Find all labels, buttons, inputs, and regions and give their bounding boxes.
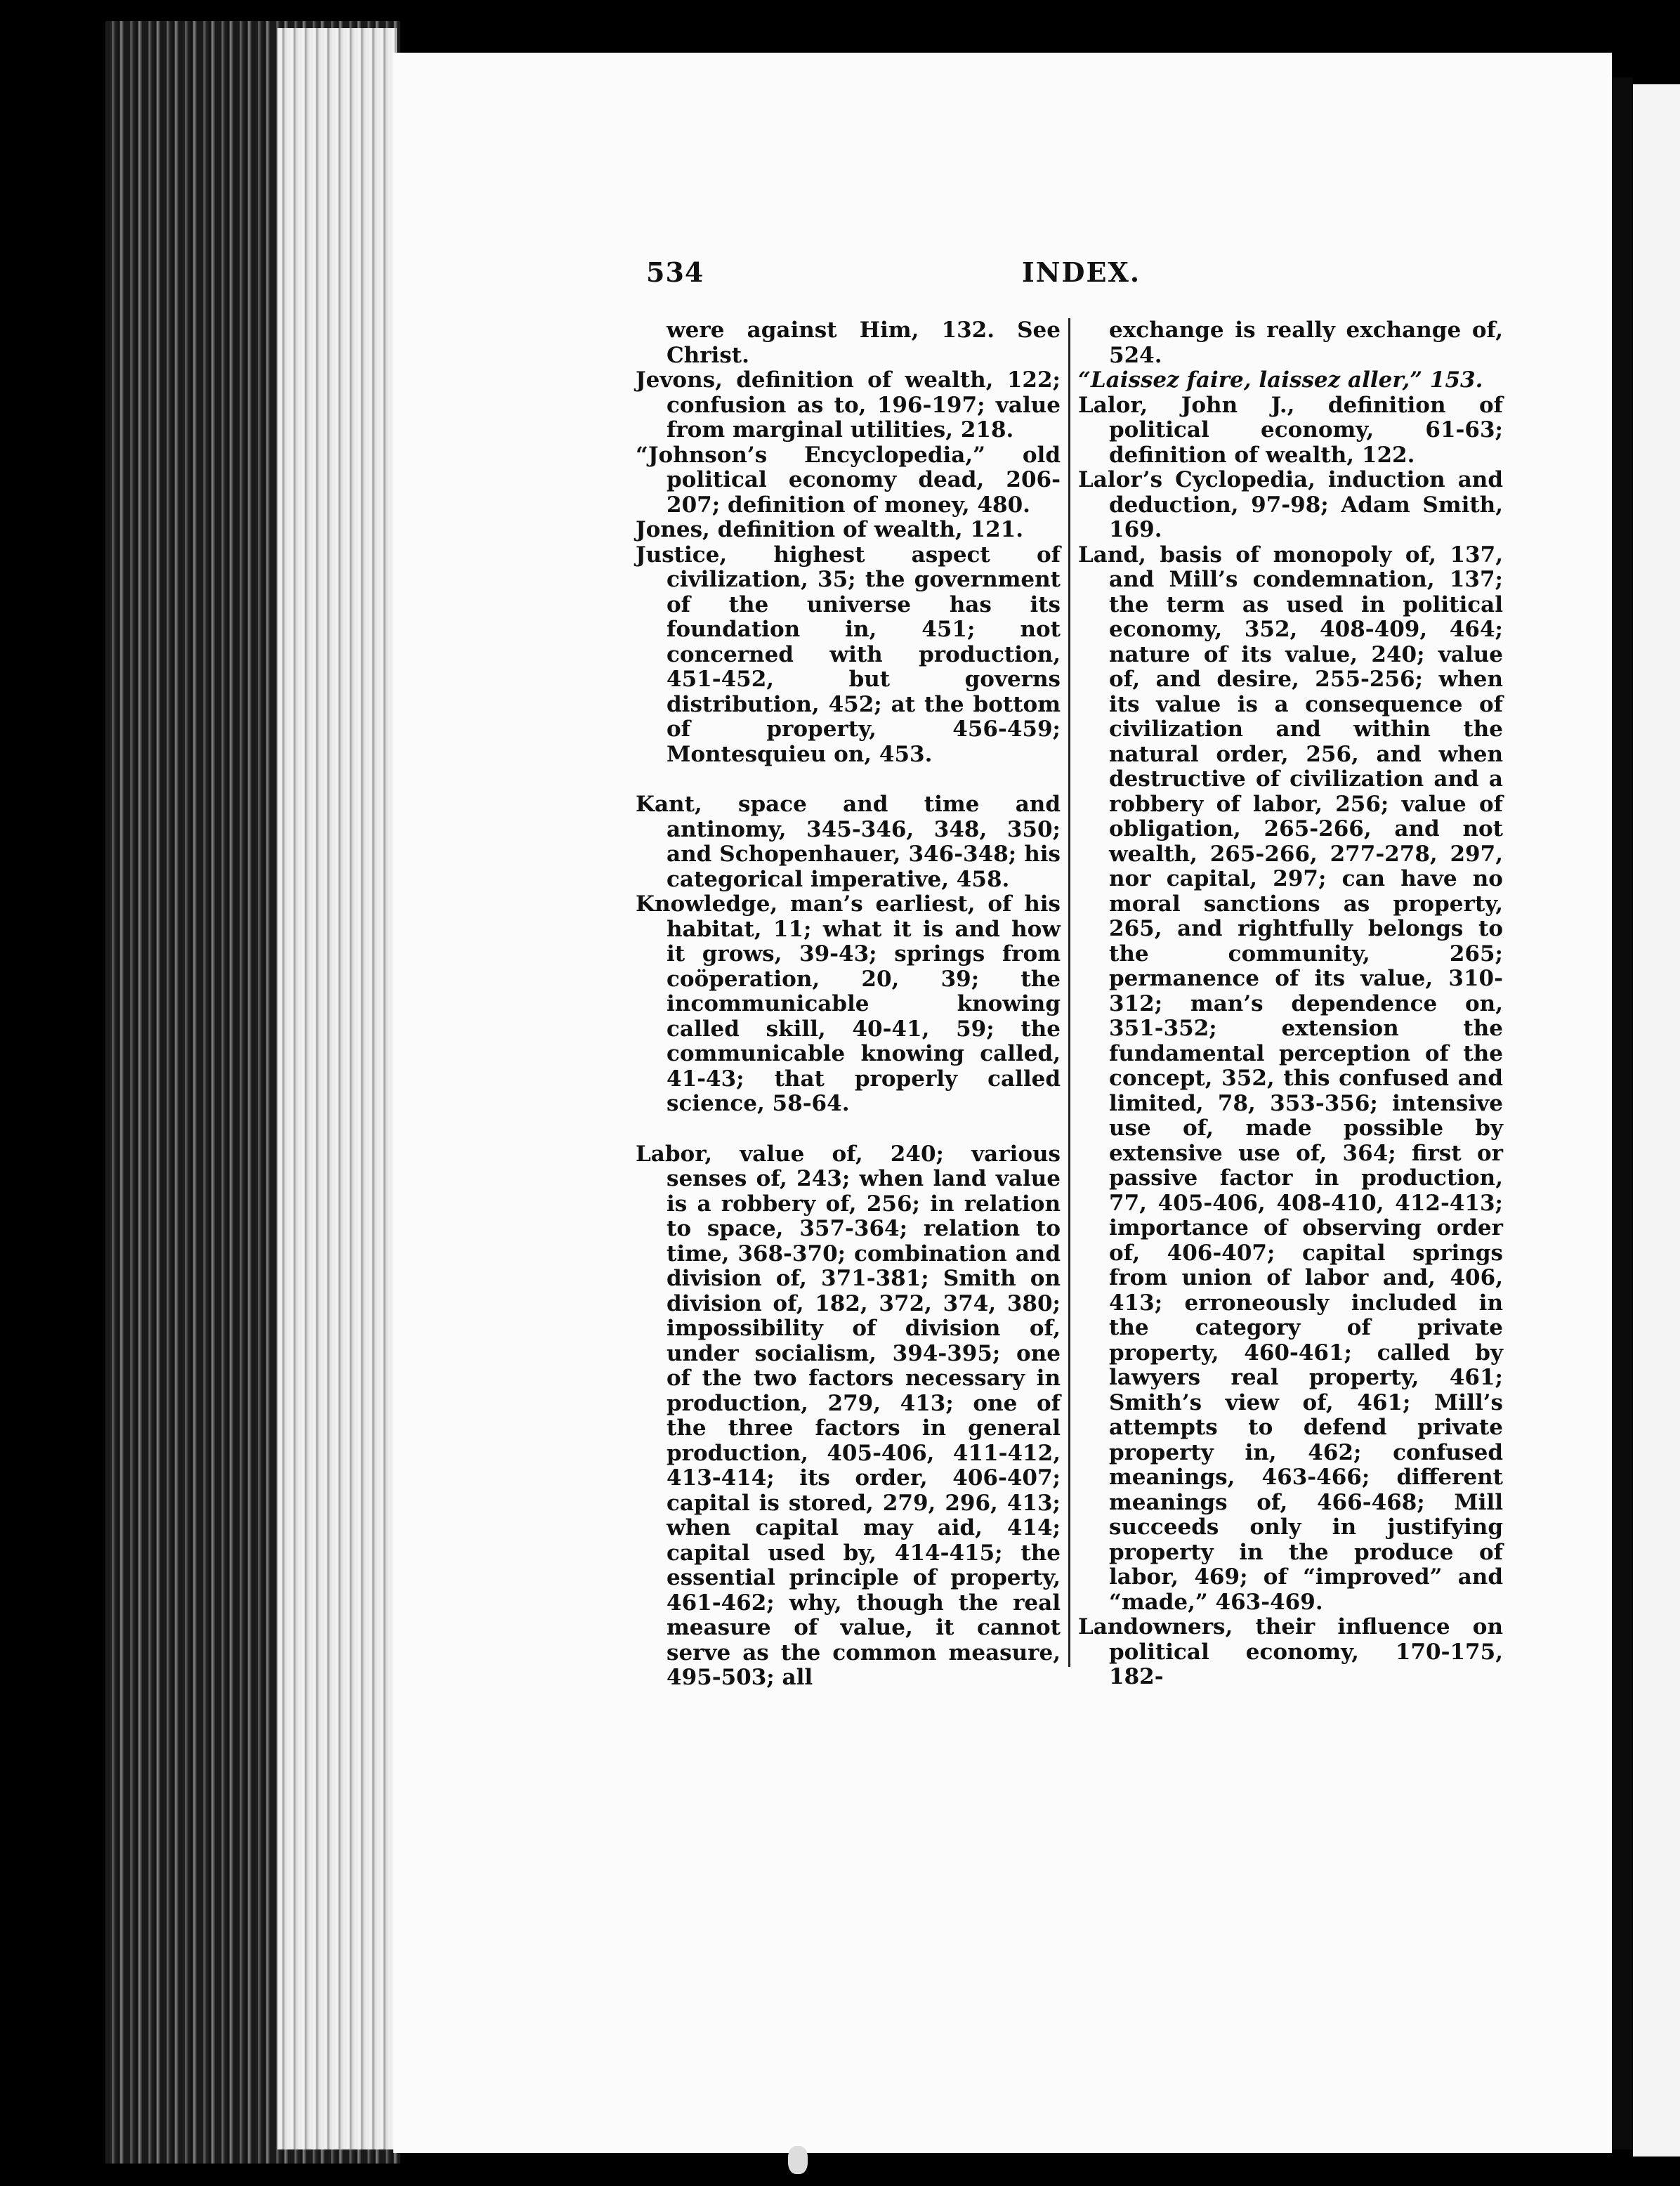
column-divider [1068,318,1070,1667]
facing-page-gutter [1612,77,1633,2149]
index-entry: exchange is really exchange of, 524. [1109,318,1503,368]
page-header [636,256,1503,299]
index-text-block [636,256,1503,1696]
scan-speck [788,2146,808,2174]
index-entry: Lalor, John J., definition of political economy, 61-63; definition of wealth, 122. [1078,392,1503,468]
index-entry: Jones, definition of wealth, 121. [636,517,1024,542]
index-entry: Knowledge, man’s earliest, of his habitat, 11; what it is and how it grows, 39-43; springs from coöperation, 20, 39; the incommunicable knowing called skill, 40-41, 59; the communicable knowing called, 41-43; that properly called science, 58-64. [636,891,1061,1116]
index-entry: Labor, value of, 240; various senses of, 243; when land value is a robbery of, 256; in relation to space, 357-364; relation to time, 368-370; combination and division of, 371-381; Smith on division of, 182, 372, 374, 380; impossibility of division of, under socialism, 394-395; one of the two factors necessary in production, 279, 413; one of the three factors in general production, 405-406, 411-412, 413-414; its order, 406-407; capital is stored, 279, 296, 413; when capital may aid, 414; capital used by, 414-415; the essential principle of property, 461-462; why, though the real measure of value, it cannot serve as the common measure, 495-503; all [636,1141,1061,1690]
letter-gap [636,767,1061,792]
index-columns [636,318,1503,1690]
page-edges [277,28,397,2149]
index-entry: Jevons, definition of wealth, 122; confusion as to, 196-197; value from marginal utilities, 218. [636,367,1061,443]
facing-page-edge [1633,84,1680,2156]
index-entry: Justice, highest aspect of civilization, 35; the government of the universe has its foundation in, 451; not concerned with production, 451-452, but governs distribution, 452; at the bottom of property, 456-459; Montesquieu on, 453. [636,542,1061,767]
index-entry: “Laissez faire, laissez aller,” 153. [1078,367,1483,393]
index-entry: Land, basis of monopoly of, 137, and Mill’s condemnation, 137; the term as used in political economy, 352, 408-409, 464; nature of its value, 240; value of, and desire, 255-256; when its value is a consequence of civilization and within the natural order, 256, and when destructive of civilization and a robbery of labor, 256; value of obligation, 265-266, and not wealth, 265-266, 277-278, 297, nor capital, 297; can have no moral sanctions as property, 265, and rightfully belongs to the community, 265; permanence of its value, 310-312; man’s dependence on, 351-352; extension the fundamental perception of the concept, 352, this confused and limited, 78, 353-356; intensive use of, made possible by extensive use of, 364; first or passive factor in production, 77, 405-406, 408-410, 412-413; importance of observing order of, 406-407; capital springs from union of labor and, 406, 413; erroneously included in the category of private property, 460-461; called by lawyers real property, 461; Smith’s view of, 461; Mill’s attempts to defend private property in, 462; confused meanings, 463-466; different meanings of, 466-468; Mill succeeds only in justifying property in the produce of labor, 469; of “improved” and “made,” 463-469. [1078,542,1503,1615]
index-entry: Kant, space and time and antinomy, 345-346, 348, 350; and Schopenhauer, 346-348; his categorical imperative, 458. [636,792,1061,892]
left-column [636,318,1061,1691]
page-number: 534 [646,256,704,288]
letter-gap [636,1117,1061,1142]
running-head: INDEX. [1022,256,1141,288]
index-entry: Lalor’s Cyclopedia, induction and deduction, 97-98; Adam Smith, 169. [1078,467,1503,542]
index-entry: “Johnson’s Encyclopedia,” old political economy dead, 206-207; definition of money, 480. [636,442,1061,518]
index-entry: were against Him, 132. See Christ. [667,318,1061,368]
index-entry: Landowners, their influence on political economy, 170-175, 182- [1078,1614,1503,1689]
right-column [1078,318,1503,1690]
